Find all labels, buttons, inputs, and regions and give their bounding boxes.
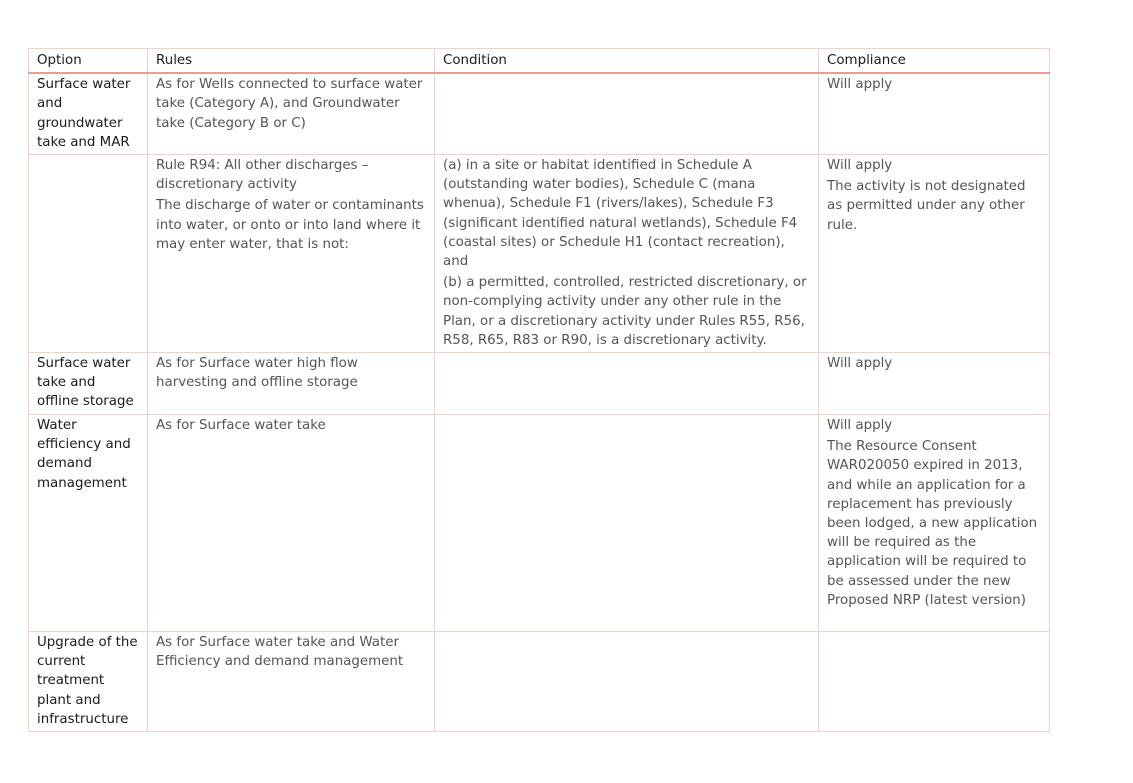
option-cell	[29, 155, 148, 353]
compliance-cell	[819, 73, 1050, 154]
rules-text: As for Surface water high flow harvesting and offline storage	[156, 356, 358, 391]
compliance-cell	[819, 415, 1050, 632]
compliance-text: Will apply	[827, 418, 893, 434]
compliance-text: Will apply	[827, 356, 893, 372]
table-row	[29, 353, 1050, 415]
compliance-cell	[819, 155, 1050, 353]
condition-text: (a) in a site or habitat identified in Schedule A (outstanding water bodies), Schedule C (mana whenua), Schedule F1 (rivers/lakes), Schedule F3 (significant identified natural wetlands), Schedule F4 (coastal sites) or Schedule H1 (contact recreation), and	[443, 158, 798, 270]
condition-cell	[435, 415, 819, 632]
compliance-text: The Resource Consent WAR020050 expired in 2013, and while an application for a replacement has previously been lodged, a new application will be required as the application will be required to be assessed under the new Proposed NRP (latest version)	[827, 439, 1038, 608]
compliance-text: Will apply	[827, 77, 893, 93]
option-cell: Surface water take and offline storage	[29, 353, 148, 415]
condition-cell	[435, 353, 819, 415]
option-cell: Water efficiency and demand management	[29, 415, 148, 632]
rules-text: Rule R94: All other discharges – discretionary activity	[156, 158, 369, 193]
compliance-cell	[819, 632, 1050, 732]
option-cell: Upgrade of the current treatment plant and infrastructure	[29, 632, 148, 732]
header-option: Option	[29, 49, 148, 74]
compliance-text: Will apply	[827, 158, 893, 174]
condition-text: (b) a permitted, controlled, restricted discretionary, or non-complying activity under any other rule in the Plan, or a discretionary activity under Rules R55, R56, R58, R65, R83 or R90, is a discretionary activity.	[443, 275, 807, 348]
rules-cell	[148, 632, 435, 732]
rules-cell	[148, 155, 435, 353]
table-row	[29, 155, 1050, 353]
rules-compliance-table	[28, 48, 1050, 732]
header-compliance: Compliance	[819, 49, 1050, 74]
rules-text: As for Surface water take	[156, 418, 326, 434]
table-row	[29, 632, 1050, 732]
header-row	[29, 49, 1050, 74]
compliance-cell	[819, 353, 1050, 415]
condition-cell	[435, 632, 819, 732]
rules-text: As for Surface water take and Water Efficiency and demand management	[156, 635, 404, 670]
option-cell: Surface water and groundwater take and MAR	[29, 73, 148, 154]
condition-cell	[435, 73, 819, 154]
condition-cell	[435, 155, 819, 353]
rules-cell	[148, 73, 435, 154]
table-row	[29, 415, 1050, 632]
rules-cell	[148, 415, 435, 632]
header-rules: Rules	[148, 49, 435, 74]
rules-cell	[148, 353, 435, 415]
header-condition: Condition	[435, 49, 819, 74]
compliance-text: The activity is not designated as permitted under any other rule.	[827, 179, 1026, 233]
rules-text: As for Wells connected to surface water take (Category A), and Groundwater take (Category B or C)	[156, 77, 423, 131]
rules-text: The discharge of water or contaminants into water, or onto or into land where it may enter water, that is not:	[156, 198, 424, 252]
table-row	[29, 73, 1050, 154]
